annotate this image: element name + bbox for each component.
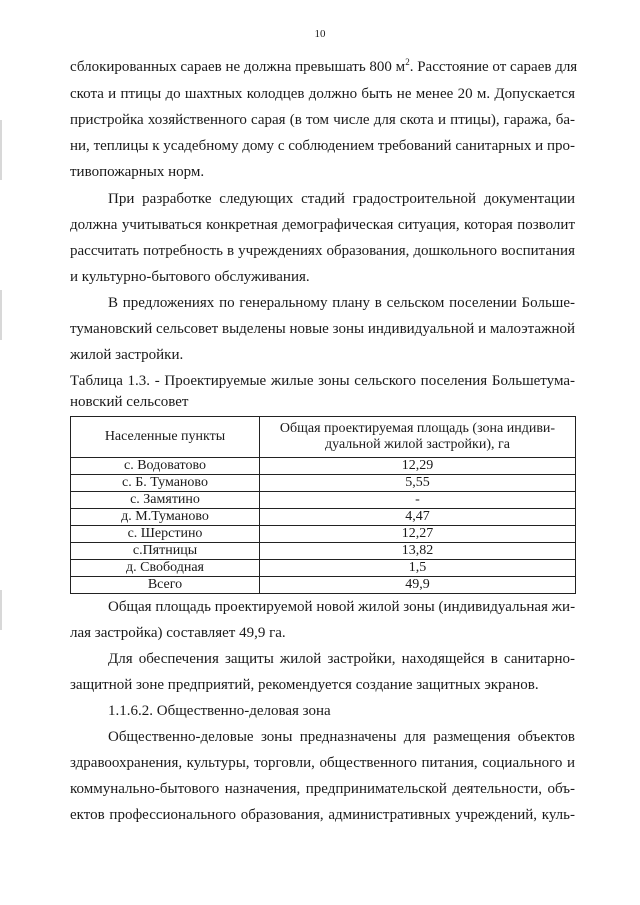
cell-name: с.Пятницы [71, 543, 260, 560]
text-line: лая застройка) составляет 49,9 га. [70, 625, 286, 641]
cell-area: - [260, 492, 576, 509]
cell-area: 12,29 [260, 458, 576, 475]
text-line [70, 57, 578, 76]
text-line: пристройка хозяйственного сарая (в том числе для скота и птицы), гаража, ба- [70, 112, 575, 128]
cell-area: 4,47 [260, 509, 576, 526]
cell-area: 13,82 [260, 543, 576, 560]
cell-area: 12,27 [260, 526, 576, 543]
text-line: жилой застройки. [70, 347, 184, 363]
text-line: рассчитать потребность в учреждениях образования, дошкольного воспитания [70, 243, 575, 259]
settlements-table [70, 416, 576, 594]
table-row [71, 560, 576, 577]
header-line: Общая проектируемая площадь (зона индиви- [279, 421, 556, 436]
text-line: ни, теплицы к усадебному дому с соблюдением требований санитарных и про- [70, 138, 575, 154]
text-line: Для обеспечения защиты жилой застройки, находящейся в санитарно- [108, 651, 575, 667]
text-line: Таблица 1.3. - Проектируемые жилые зоны сельского поселения Большетума- [70, 373, 575, 389]
cell-name: с. Замятино [71, 492, 260, 509]
table-row-total [71, 577, 576, 594]
cell-name: д. М.Туманово [71, 509, 260, 526]
cell-name: д. Свободная [71, 560, 260, 577]
scan-artifact [0, 590, 2, 630]
cell-name: с. Шерстино [71, 526, 260, 543]
text-line: скота и птицы до шахтных колодцев должно быть не менее 20 м. Допускается [70, 86, 575, 102]
table-row [71, 543, 576, 560]
table-row [71, 475, 576, 492]
table-row [71, 526, 576, 543]
text-line: В предложениях по генеральному плану в сельском поселении Больше- [108, 295, 575, 311]
header-settlements: Населенные пункты [71, 417, 260, 458]
section-heading: 1.1.6.2. Общественно-деловая зона [108, 703, 331, 719]
text-span: . Расстояние от сараев для [409, 59, 578, 75]
text-line: здравоохранения, культуры, торговли, общественного питания, социального и [70, 755, 575, 771]
text-line: Общая площадь проектируемой новой жилой зоны (индивидуальная жи- [108, 599, 576, 615]
table-header-row [71, 417, 576, 458]
text-line: новский сельсовет [70, 394, 189, 410]
cell-name: с. Водоватово [71, 458, 260, 475]
cell-area: 49,9 [260, 577, 576, 594]
cell-name: с. Б. Туманово [71, 475, 260, 492]
text-line: тивопожарных норм. [70, 164, 205, 180]
header-area [260, 417, 576, 458]
table-row [71, 509, 576, 526]
table-row [71, 458, 576, 475]
text-line: коммунально-бытового назначения, предпринимательской деятельности, объ- [70, 781, 575, 797]
text-line: При разработке следующих стадий градостроительной документации [108, 191, 575, 207]
text-line: ектов профессионального образования, административных учреждений, куль- [70, 807, 575, 823]
text-line: тумановский сельсовет выделены новые зоны индивидуальной и малоэтажной [70, 321, 575, 337]
superscript: 2 [405, 57, 410, 67]
text-span: сблокированных сараев не должна превышать 800 м [70, 59, 406, 75]
cell-name: Всего [71, 577, 260, 594]
header-line: дуальной жилой застройки), га [325, 437, 510, 452]
scan-artifact [0, 290, 2, 340]
cell-area: 5,55 [260, 475, 576, 492]
text-line: Общественно-деловые зоны предназначены для размещения объектов [108, 729, 575, 745]
text-line: и культурно-бытового обслуживания. [70, 269, 310, 285]
text-line: защитной зоне предприятий, рекомендуется создание защитных экранов. [70, 677, 539, 693]
scan-artifact [0, 120, 2, 180]
page-number: 10 [314, 28, 326, 40]
table-row [71, 492, 576, 509]
cell-area: 1,5 [260, 560, 576, 577]
text-line: должна учитываться конкретная демографическая ситуация, которая позволит [70, 217, 575, 233]
